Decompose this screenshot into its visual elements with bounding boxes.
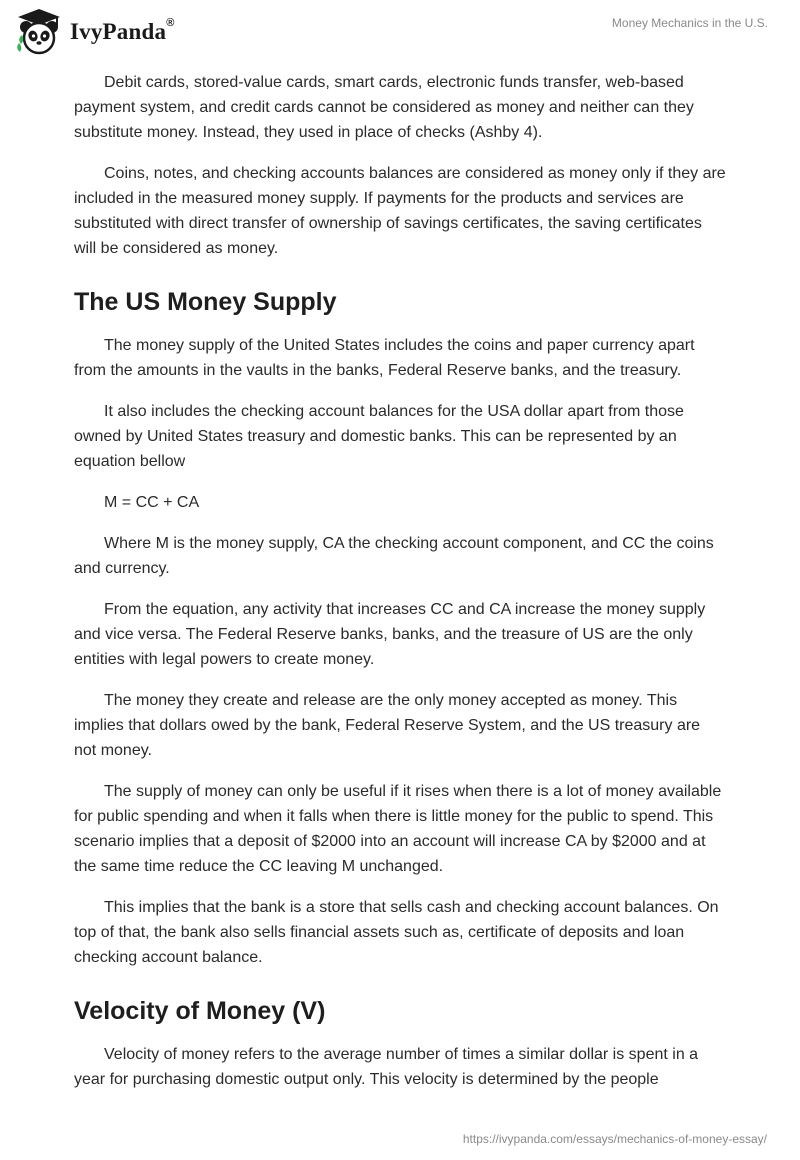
- section-heading: The US Money Supply: [74, 288, 337, 316]
- paragraph: Coins, notes, and checking accounts balances are considered as money only if they are included in the measured money supply. If payments for the products and services are substituted with direct transfer of ownership of savings certificates, the saving certificates will be considered as money.: [74, 165, 726, 257]
- paragraph: Where M is the money supply, CA the checking account component, and CC the coins and currency.: [74, 535, 714, 577]
- equation: M = CC + CA: [104, 494, 200, 511]
- brand-name: IvyPanda®: [70, 17, 175, 44]
- paragraph: The money they create and release are the only money accepted as money. This implies that dollars owed by the bank, Federal Reserve System, and the US treasury are not money.: [74, 692, 701, 759]
- paragraph: From the equation, any activity that increases CC and CA increase the money supply and vice versa. The Federal Reserve banks, banks, and the treasure of US are the only entities with legal powers to create money.: [74, 601, 706, 668]
- page-header: [0, 0, 800, 66]
- essay-body: [74, 70, 726, 1108]
- paragraph: This implies that the bank is a store that sells cash and checking account balances. On top of that, the bank also sells financial assets such as, certificate of deposits and loan checking account balance.: [74, 899, 719, 966]
- section-heading: Velocity of Money (V): [74, 997, 326, 1025]
- source-url[interactable]: https://ivypanda.com/essays/mechanics-of-money-essay/: [462, 1132, 767, 1146]
- document-title: Money Mechanics in the U.S.: [611, 16, 768, 30]
- paragraph: Debit cards, stored-value cards, smart cards, electronic funds transfer, web-based payment system, and credit cards cannot be considered as money and neither can they substitute money. Instead, they used in place of checks (Ashby 4).: [74, 74, 694, 141]
- paragraph: The supply of money can only be useful if it rises when there is a lot of money available for public spending and when it falls when there is little money for the public to spend. This scenario implies that a deposit of $2000 into an account will increase CA by $2000 and at the same time reduce the CC leaving M unchanged.: [74, 783, 722, 875]
- paragraph: The money supply of the United States includes the coins and paper currency apart from the amounts in the vaults in the banks, Federal Reserve banks, and the treasury.: [74, 337, 695, 379]
- panda-logo-icon: [14, 6, 64, 56]
- paragraph: It also includes the checking account balances for the USA dollar apart from those owned by United States treasury and domestic banks. This can be represented by an equation bellow: [74, 403, 684, 470]
- paragraph: Velocity of money refers to the average number of times a similar dollar is spent in a year for purchasing domestic output only. This velocity is determined by the people: [74, 1046, 699, 1088]
- ivypanda-logo[interactable]: [14, 6, 175, 56]
